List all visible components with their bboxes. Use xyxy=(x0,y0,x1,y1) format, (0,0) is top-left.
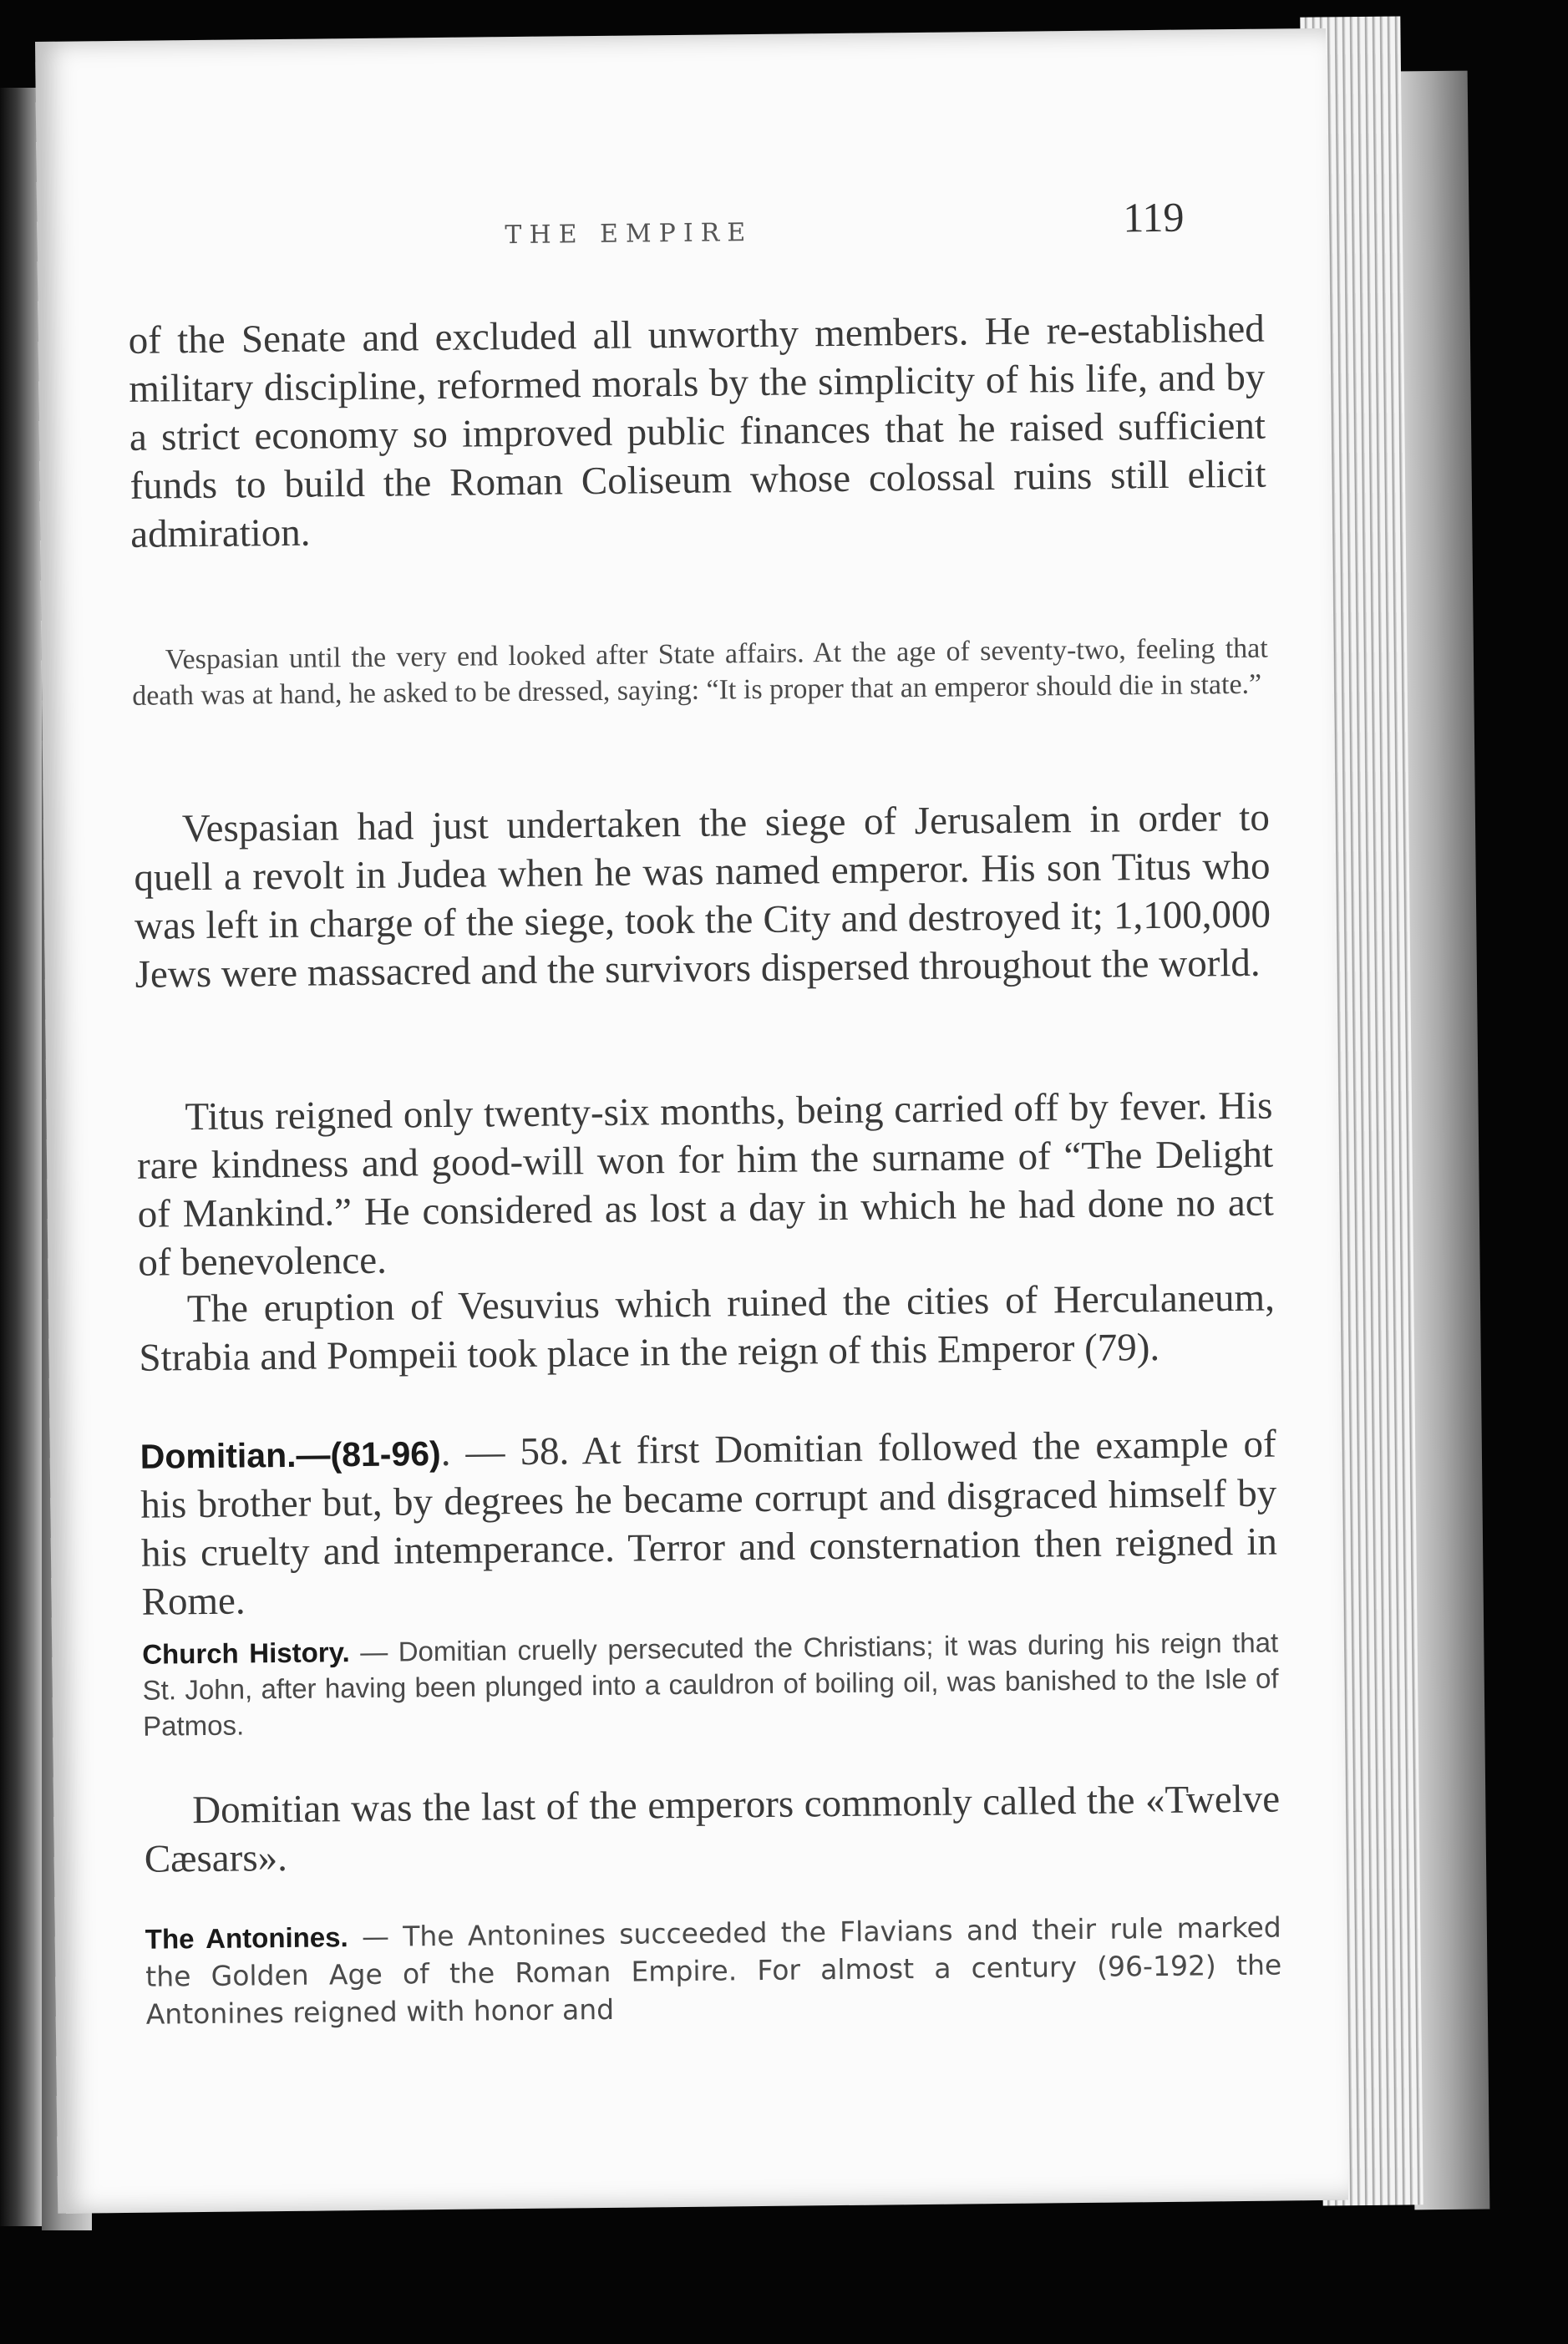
body-paragraph: of the Senate and excluded all unworthy members. He re-established military discipline, reformed morals by the simplicity of his life, and by a strict economy so improved public finances that he raised sufficient funds to build the Roman Coliseum whose colossal ruins still elicit admiration. xyxy=(128,307,1266,556)
paragraph-vespasian-note xyxy=(132,631,1269,714)
body-paragraph: Titus reigned only twenty-six months, being carried off by fever. His rare kindness and good-will won for him the surname of “The Delight of Mankind.” He considered as lost a day in which he had done no act of benevolence. xyxy=(136,1083,1274,1285)
antonines-paragraph xyxy=(145,1909,1282,2033)
body-paragraph xyxy=(140,1420,1277,1626)
paragraph-titus xyxy=(136,1082,1274,1287)
section-domitian xyxy=(140,1420,1277,1626)
note-paragraph xyxy=(142,1625,1279,1744)
paragraph-jerusalem xyxy=(134,794,1271,999)
paragraph-senate xyxy=(128,305,1266,559)
antonines-heading: The Antonines. xyxy=(145,1921,348,1955)
section-text: . — 58. At first Domitian followed the example of his brother but, by degrees he became corrupt and disgraced himself by his cruelty and intemperance. Terror and consternation then reigned in Rome. xyxy=(140,1422,1278,1624)
left-page-edge xyxy=(0,88,42,2226)
body-paragraph: Domitian was the last of the emperors commonly called the «Twelve Cæsars». xyxy=(144,1777,1281,1881)
paragraph-twelve-caesars xyxy=(144,1775,1281,1884)
section-church-history xyxy=(142,1625,1279,1744)
small-paragraph: Vespasian until the very end looked after State affairs. At the age of seventy-two, feeling that death was at hand, he asked to be dressed, saying: “It is proper that an emperor should die in state.” xyxy=(132,632,1268,712)
body-paragraph: Vespasian had just undertaken the siege of Jerusalem in order to quell a revolt in Judea when he was named emperor. His son Titus who was left in charge of the siege, took the City and destroyed it; 1,100,000 Jews were massacred and the survivors dispersed throughout the world. xyxy=(134,795,1271,997)
paragraph-vesuvius xyxy=(139,1274,1276,1383)
note-text: — Domitian cruelly persecuted the Christians; it was during his reign that St. John, after having been plunged into a cauldron of boiling oil, was banished to the Isle of Patmos. xyxy=(142,1626,1279,1742)
body-paragraph: The eruption of Vesuvius which ruined the cities of Herculaneum, Strabia and Pompeii took place in the reign of this Emperor (79). xyxy=(139,1276,1276,1380)
running-head: THE EMPIRE xyxy=(505,218,754,251)
antonines-text: — The Antonines succeeded the Flavians and their rule marked the Golden Age of the Roman Empire. For almost a century (96-192) the Antonines reigned with honor and xyxy=(145,1910,1282,2031)
section-antonines xyxy=(145,1909,1282,2033)
book-page xyxy=(35,28,1348,2214)
section-heading: Domitian.—(81-96) xyxy=(140,1434,441,1476)
page-header xyxy=(37,187,1328,267)
note-heading: Church History. xyxy=(142,1636,350,1670)
page-number: 119 xyxy=(1122,193,1185,241)
